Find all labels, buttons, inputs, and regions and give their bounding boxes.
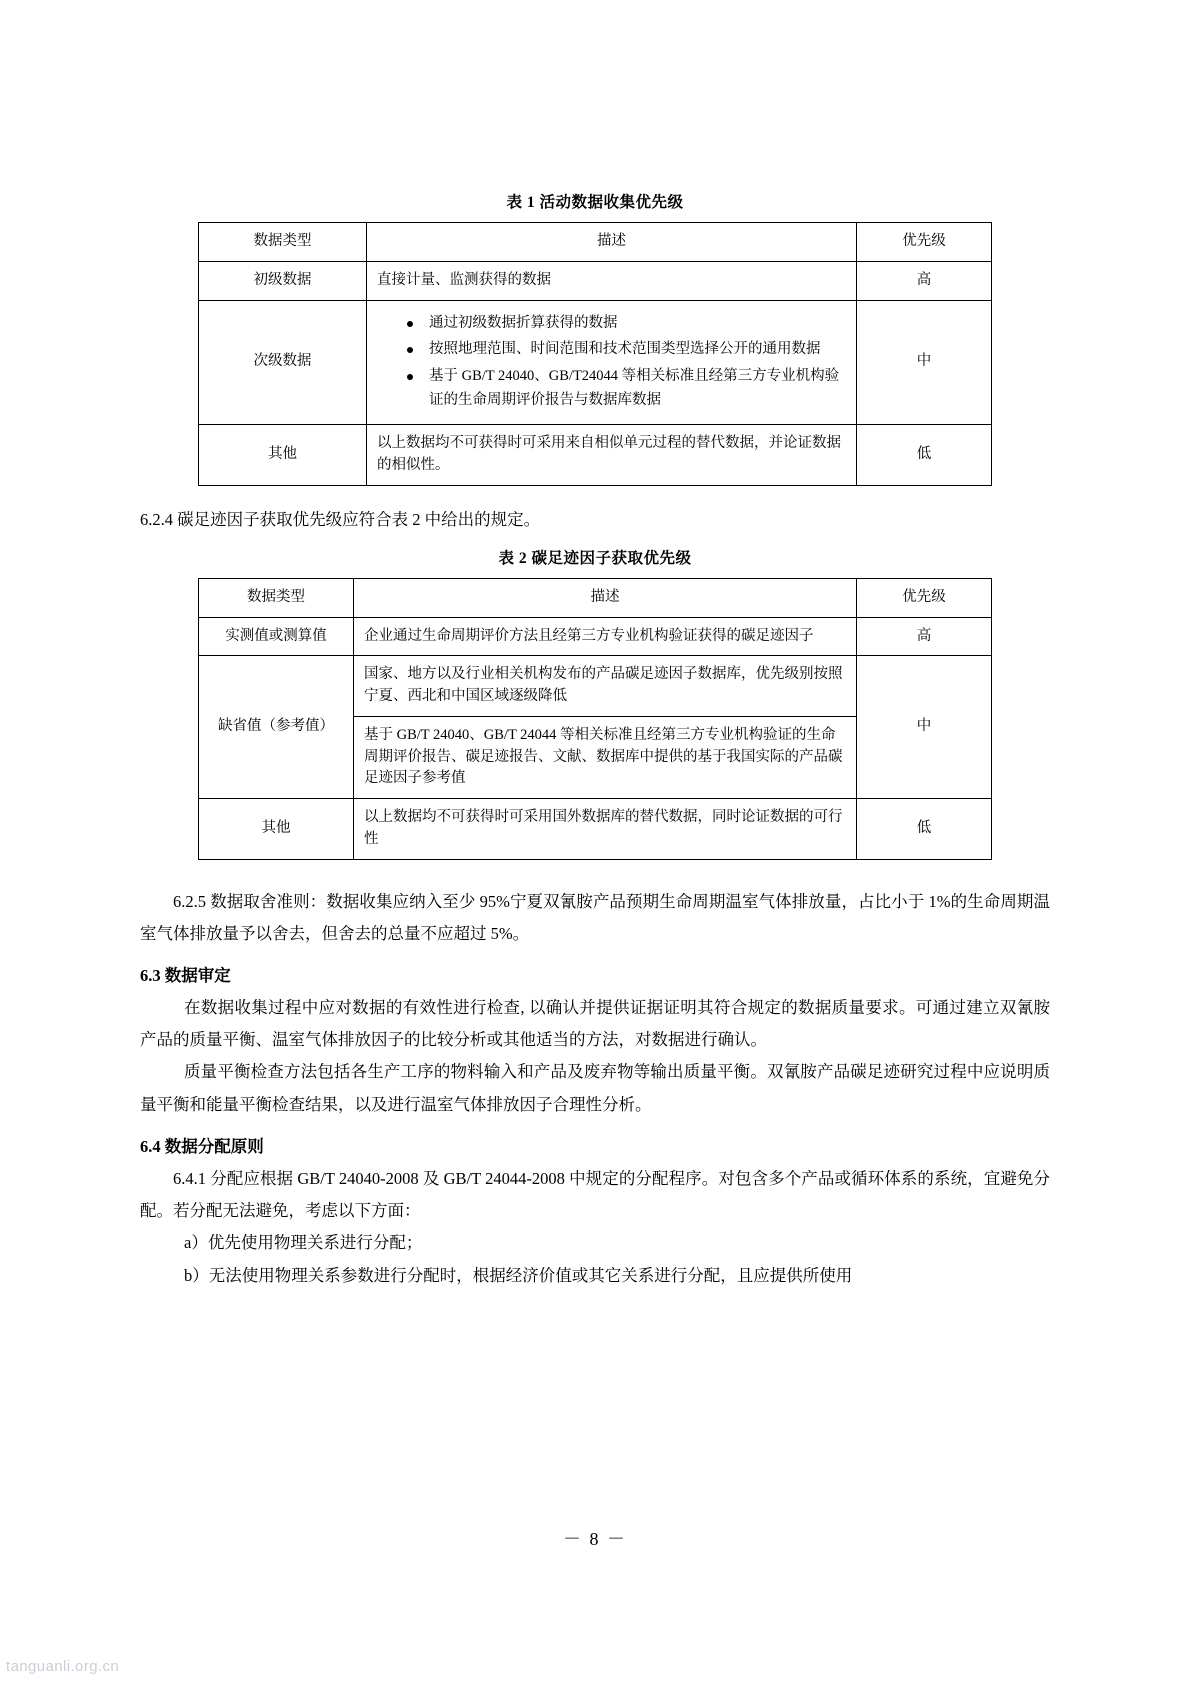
table2-row3-type: 其他: [199, 799, 354, 860]
list-item: 按照地理范围、时间范围和技术范围类型选择公开的通用数据: [429, 338, 846, 362]
table2-header-type: 数据类型: [199, 578, 354, 617]
table2-row1-priority: 高: [857, 617, 992, 656]
table-carbon-factor-priority: [198, 578, 992, 860]
list-item: 基于 GB/T 24040、GB/T24044 等相关标准且经第三方专业机构验证的生命周期评价报告与数据库数据: [429, 365, 846, 413]
clause-6-4-1: 6.4.1 分配应根据 GB/T 24040-2008 及 GB/T 24044-2008 中规定的分配程序。对包含多个产品或循环体系的系统，宜避免分配。若分配无法避免，考虑以下方面：: [140, 1168, 1050, 1221]
table1-row3-description: 以上数据均不可获得时可采用来自相似单元过程的替代数据，并论证数据的相似性。: [367, 425, 857, 486]
section-heading-6-3: 6.3 数据审定: [140, 965, 231, 985]
table-row: [199, 578, 992, 617]
table2-header-description: 描述: [354, 578, 857, 617]
section-heading-6-4: 6.4 数据分配原则: [140, 1136, 264, 1156]
table2-row2-type: 缺省值（参考值）: [199, 656, 354, 799]
table1-row2-type: 次级数据: [199, 300, 367, 425]
list-item-b: b）无法使用物理关系参数进行分配时，根据经济价值或其它关系进行分配，且应提供所使用: [184, 1265, 853, 1285]
table-row: [199, 656, 992, 717]
table2-row2-description-b: 基于 GB/T 24040、GB/T 24044 等相关标准且经第三方专业机构验证的生命周期评价报告、碳足迹报告、文献、数据库中提供的基于我国实际的产品碳足迹因子参考值: [354, 716, 857, 798]
paragraph-6-3-2: 质量平衡检查方法包括各生产工序的物料输入和产品及废弃物等输出质量平衡。双氰胺产品碳足迹研究过程中应说明质量平衡和能量平衡检查结果，以及进行温室气体排放因子合理性分析。: [140, 1062, 1050, 1114]
list-item: 通过初级数据折算获得的数据: [429, 312, 846, 336]
table1-header-type: 数据类型: [199, 223, 367, 262]
table-row: [199, 425, 992, 486]
paragraph-6-3-1: 在数据收集过程中应对数据的有效性进行检查, 以确认并提供证据证明其符合规定的数据质量要求。可通过建立双氰胺产品的质量平衡、温室气体排放因子的比较分析或其他适当的方法，对数据进行确认。: [140, 998, 1050, 1050]
table1-row3-priority: 低: [857, 425, 992, 486]
table2-row1-type: 实测值或测算值: [199, 617, 354, 656]
table2-row3-priority: 低: [857, 799, 992, 860]
table1-row1-type: 初级数据: [199, 261, 367, 300]
table-row: [199, 617, 992, 656]
table2-header-priority: 优先级: [857, 578, 992, 617]
table-activity-data-priority: [198, 222, 992, 486]
table2-caption: 表 2 碳足迹因子获取优先级: [498, 549, 692, 567]
table1-row1-description: 直接计量、监测获得的数据: [367, 261, 857, 300]
table2-row2-priority: 中: [857, 656, 992, 799]
table2-row1-description: 企业通过生命周期评价方法且经第三方专业机构验证获得的碳足迹因子: [354, 617, 857, 656]
table-row: [199, 223, 992, 262]
table2-row3-description: 以上数据均不可获得时可采用国外数据库的替代数据，同时论证数据的可行性: [354, 799, 857, 860]
clause-6-2-4: 6.2.4 碳足迹因子获取优先级应符合表 2 中给出的规定。: [140, 509, 541, 529]
table2-row2-description-a: 国家、地方以及行业相关机构发布的产品碳足迹因子数据库，优先级别按照宁夏、西北和中国区域逐级降低: [354, 656, 857, 717]
page-number: － 8 －: [563, 1529, 627, 1549]
table1-row2-priority: 中: [857, 300, 992, 425]
table1-header-description: 描述: [367, 223, 857, 262]
clause-6-2-5: 6.2.5 数据取舍准则：数据收集应纳入至少 95%宁夏双氰胺产品预期生命周期温室气体排放量，占比小于 1%的生命周期温室气体排放量予以舍去，但舍去的总量不应超过 5%。: [140, 891, 1050, 943]
table1-row2-bullet-list: [377, 312, 846, 414]
table1-caption: 表 1 活动数据收集优先级: [506, 194, 684, 211]
table1-row3-type: 其他: [199, 425, 367, 486]
table1-row1-priority: 高: [857, 261, 992, 300]
list-item-a: a）优先使用物理关系进行分配；: [184, 1233, 423, 1253]
watermark: tanguanli.org.cn: [6, 1658, 120, 1675]
table-row: [199, 261, 992, 300]
table-row: [199, 300, 992, 425]
table1-row2-description: [367, 300, 857, 425]
table-row: [199, 799, 992, 860]
table1-header-priority: 优先级: [857, 223, 992, 262]
